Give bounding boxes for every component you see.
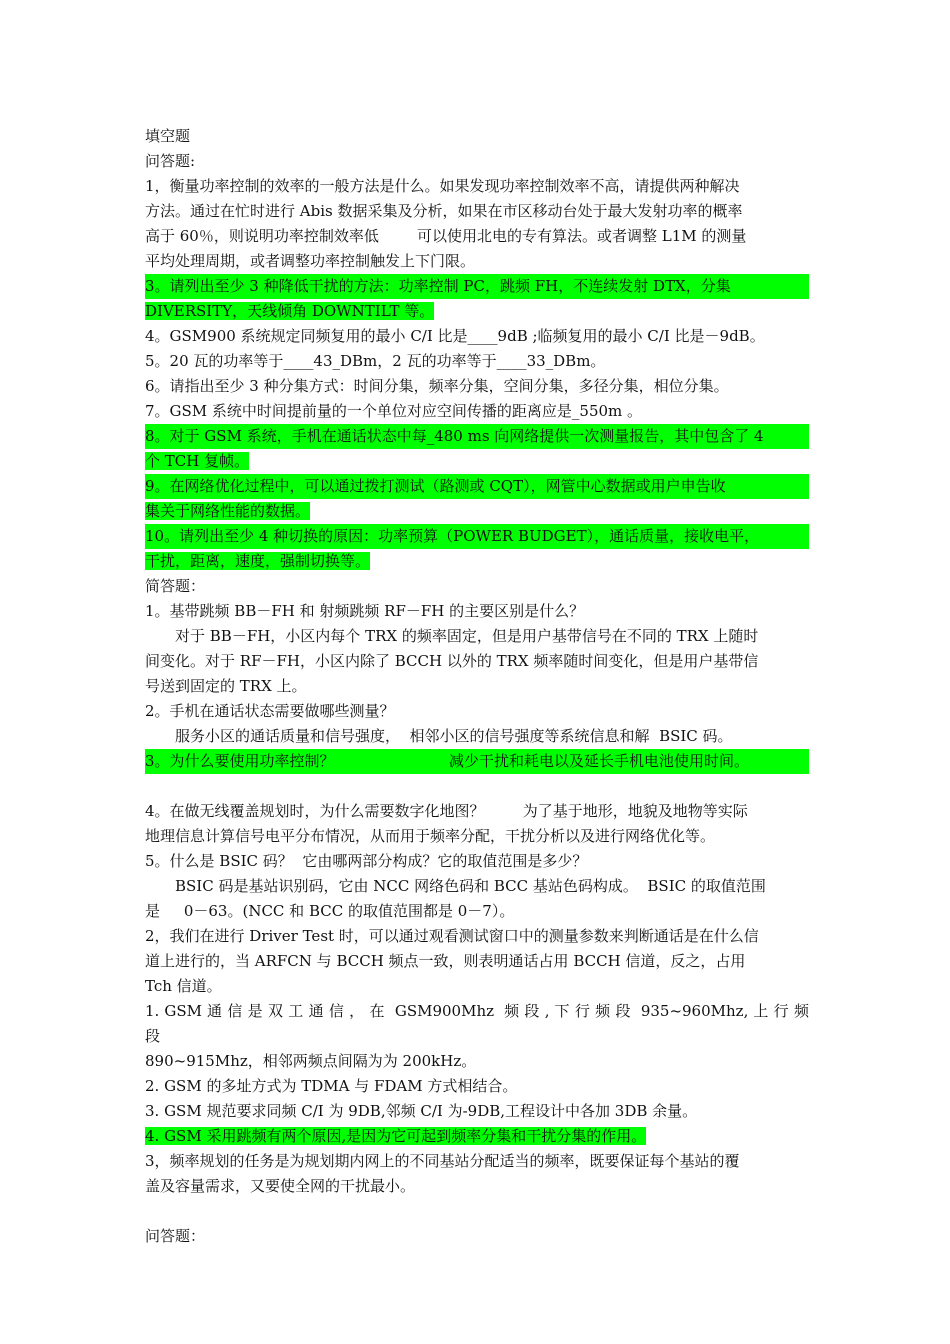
question-3-highlighted: 3。请列出至少 3 种降低干扰的方法：功率控制 PC，跳频 FH，不连续发射 DTX，分集 [145, 274, 809, 299]
short-answer-2: 服务小区的通话质量和信号强度， 相邻小区的信号强度等系统信息和解 BSIC 码。 [175, 727, 733, 745]
question-4: 4。GSM900 系统规定同频复用的最小 C/I 比是____9dB ;临频复用的最小 C/I 比是－9dB。 [145, 327, 765, 345]
short-answer-1: 间变化。对于 RF－FH，小区内除了 BCCH 以外的 TRX 频率随时间变化，但是用户基带信 [145, 652, 759, 670]
question-7: 7。GSM 系统中时间提前量的一个单位对应空间传播的距离应是_550m 。 [145, 402, 643, 420]
short-answer-5: BSIC 码是基站识别码，它由 NCC 网络色码和 BCC 基站色码构成。 BSIC 的取值范围 [175, 877, 766, 895]
drive-test-paragraph: 道上进行的，当 ARFCN 与 BCCH 频点一致，则表明通话占用 BCCH 信道，反之，占用 [145, 952, 746, 970]
question-1-line: 高于 60％，则说明功率控制效率低 可以使用北电的专有算法。或者调整 L1M 的测量 [145, 227, 747, 245]
question-5: 5。20 瓦的功率等于____43_DBm，2 瓦的功率等于____33_DBm。 [145, 352, 606, 370]
highlighted-text: 4. GSM 采用跳频有两个原因,是因为它可起到频率分集和干扰分集的作用。 [145, 1127, 647, 1145]
highlighted-text: DIVERSITY，天线倾角 DOWNTILT 等。 [145, 302, 435, 320]
question-8-highlighted [145, 449, 809, 474]
qa-heading-2: 问答题： [145, 1227, 206, 1245]
gsm-fact-2: 2. GSM 的多址方式为 TDMA 与 FDAM 方式相结合。 [145, 1077, 518, 1095]
short-question-4: 地理信息计算信号电平分布情况，从而用于频率分配，干扰分析以及进行网络优化等。 [145, 827, 716, 845]
question-1-line: 方法。通过在忙时进行 Abis 数据采集及分析，如果在市区移动台处于最大发射功率的概率 [145, 202, 743, 220]
question-9-highlighted [145, 499, 809, 524]
highlighted-text: 干扰，距离，速度，强制切换等。 [145, 552, 371, 570]
question-6: 6。请指出至少 3 种分集方式：时间分集，频率分集，空间分集，多径分集，相位分集。 [145, 377, 729, 395]
short-answer-5: 是 0－63。(NCC 和 BCC 的取值范围都是 0－7）。 [145, 902, 515, 920]
short-question-5: 5。什么是 BSIC 码？ 它由哪两部分构成？它的取值范围是多少？ [145, 852, 588, 870]
question-1-line: 平均处理周期，或者调整功率控制触发上下门限。 [145, 252, 476, 270]
short-question-2: 2。手机在通话状态需要做哪些测量？ [145, 702, 395, 720]
question-1-line: 1，衡量功率控制的效率的一般方法是什么。如果发现功率控制效率不高，请提供两种解决 [145, 177, 740, 195]
highlighted-text: 个 TCH 复帧。 [145, 452, 250, 470]
gsm-fact-4-highlighted [145, 1124, 809, 1149]
short-question-3-highlighted: 3。为什么要使用功率控制？ 减少干扰和耗电以及延长手机电池使用时间。 [145, 749, 809, 774]
frequency-planning-paragraph: 3，频率规划的任务是为规划期内网上的不同基站分配适当的频率，既要保证每个基站的覆 [145, 1152, 740, 1170]
question-8-highlighted: 8。对于 GSM 系统，手机在通话状态中每_480 ms 向网络提供一次测量报告，其中包含了 4 [145, 424, 809, 449]
question-10-highlighted [145, 549, 809, 574]
drive-test-paragraph: 2，我们在进行 Driver Test 时，可以通过观看测试窗口中的测量参数来判断通话是在什么信 [145, 927, 759, 945]
short-question-4: 4。在做无线覆盖规划时，为什么需要数字化地图？ 为了基于地形，地貌及地物等实际 [145, 802, 748, 820]
blank-line [145, 774, 809, 799]
question-10-highlighted: 10。请列出至少 4 种切换的原因：功率预算（POWER BUDGET），通话质量，接收电平， [145, 524, 809, 549]
fill-blank-heading: 填空题 [145, 127, 191, 145]
short-question-1: 1。基带跳频 BB－FH 和 射频跳频 RF－FH 的主要区别是什么？ [145, 602, 585, 620]
qa-heading: 问答题: [145, 152, 196, 170]
gsm-fact-1: 1. GSM 通 信 是 双 工 通 信 ， 在 GSM900Mhz 频 段 , 下 行 频 段 935~960Mhz, 上 行 频 段 [145, 1002, 814, 1045]
short-answer-heading: 简答题： [145, 577, 206, 595]
highlighted-text: 集关于网络性能的数据。 [145, 502, 311, 520]
gsm-fact-3: 3. GSM 规范要求同频 C/I 为 9DB,邻频 C/I 为-9DB,工程设计中各加 3DB 余量。 [145, 1102, 698, 1120]
short-answer-1: 号送到固定的 TRX 上。 [145, 677, 307, 695]
blank-line [145, 1199, 809, 1224]
gsm-fact-1: 890~915Mhz，相邻两频点间隔为为 200kHz。 [145, 1052, 477, 1070]
drive-test-paragraph: Tch 信道。 [145, 977, 222, 995]
question-9-highlighted: 9。在网络优化过程中，可以通过拨打测试（路测或 CQT），网管中心数据或用户申告收 [145, 474, 809, 499]
short-answer-1: 对于 BB－FH，小区内每个 TRX 的频率固定，但是用户基带信号在不同的 TRX 上随时 [175, 627, 759, 645]
document-body [145, 124, 814, 1249]
frequency-planning-paragraph: 盖及容量需求，又要使全网的干扰最小。 [145, 1177, 416, 1195]
question-3-highlighted [145, 299, 809, 324]
